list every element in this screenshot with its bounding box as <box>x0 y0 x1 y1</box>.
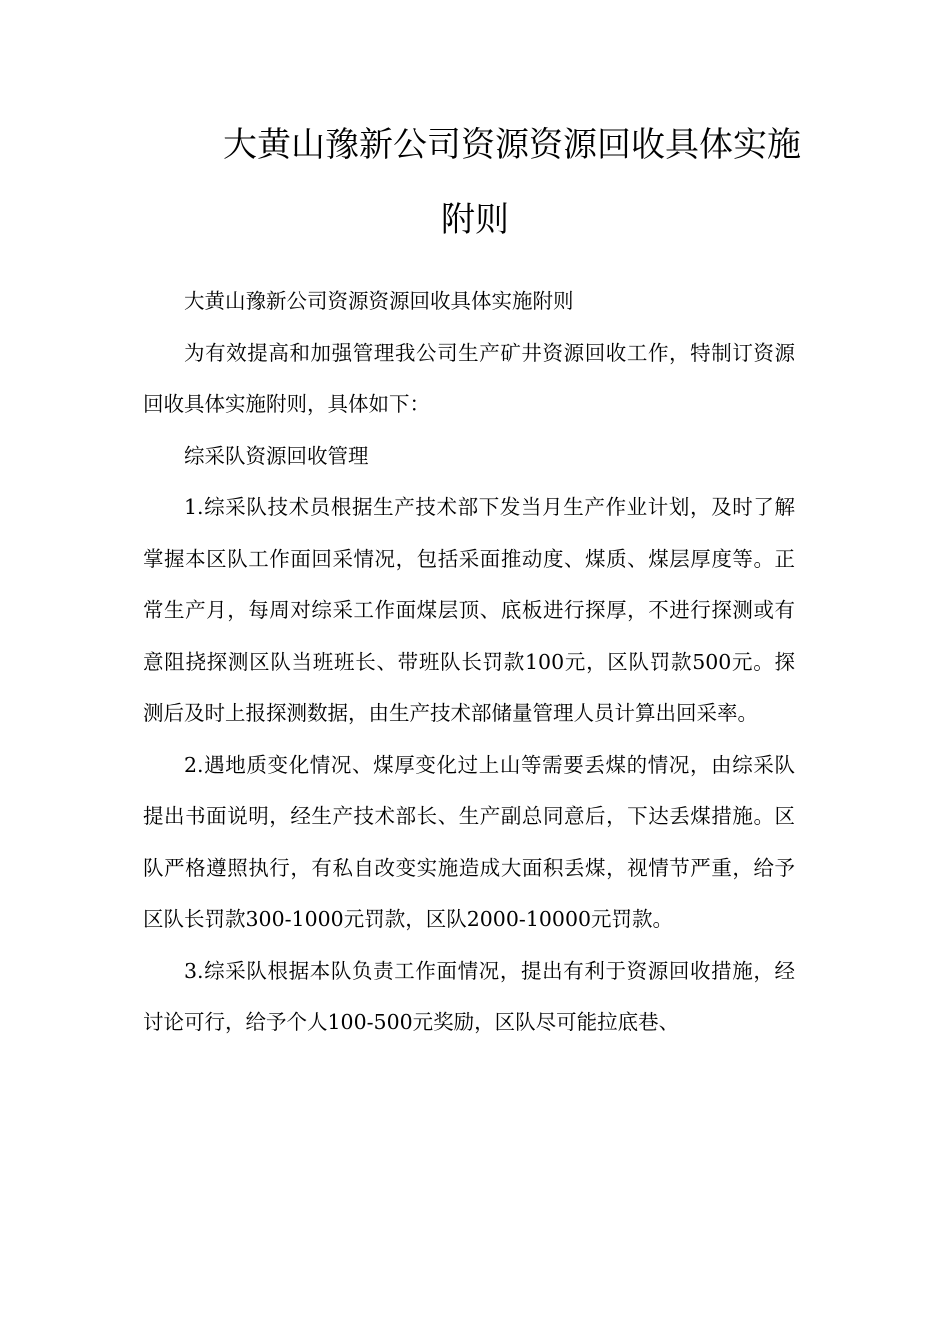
document-title-line-2: 附则 <box>441 200 509 240</box>
paragraph-subtitle: 大黄山豫新公司资源资源回收具体实施附则 <box>184 289 574 313</box>
paragraph-item-3: 3.综采队根据本队负责工作面情况，提出有利于资源回收措施，经讨论可行，给予个人100-500元奖励，区队尽可能拉底巷、 <box>143 958 795 1034</box>
paragraph-item-1: 1.综采队技术员根据生产技术部下发当月生产作业计划，及时了解掌握本区队工作面回采情况，包括采面推动度、煤质、煤层厚度等。正常生产月，每周对综采工作面煤层顶、底板进行探厚，不进行探测或有意阻挠探测区队当班班长、带班队长罚款100元，区队罚款500元。探测后及时上报探测数据，由生产技术部储量管理人员计算出回采率。 <box>143 495 795 725</box>
paragraph-intro: 为有效提高和加强管理我公司生产矿井资源回收工作，特制订资源回收具体实施附则，具体如下： <box>143 340 795 416</box>
paragraph-item-2: 2.遇地质变化情况、煤厚变化过上山等需要丢煤的情况，由综采队提出书面说明，经生产技术部长、生产副总同意后，下达丢煤措施。区队严格遵照执行，有私自改变实施造成大面积丢煤，视情节严重，给予区队长罚款300-1000元罚款，区队2000-10000元罚款。 <box>143 752 795 931</box>
section-heading: 综采队资源回收管理 <box>184 443 369 468</box>
document-body <box>143 276 795 1049</box>
document-title-line-1: 大黄山豫新公司资源资源回收具体实施 <box>223 125 801 165</box>
